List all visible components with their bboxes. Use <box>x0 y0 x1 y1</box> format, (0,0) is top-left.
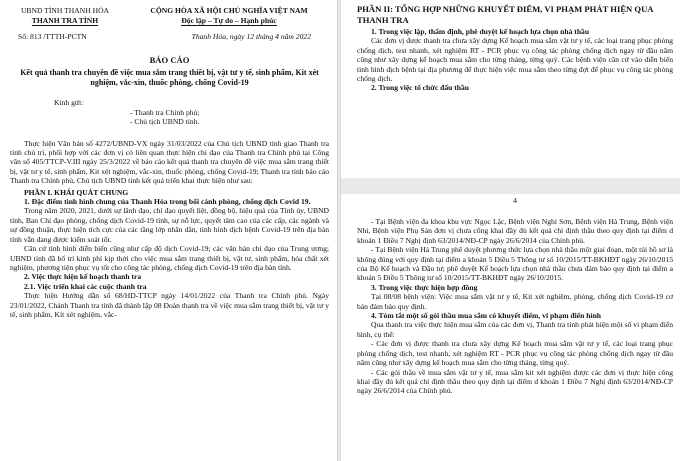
bullet-paragraph: - Các gói thầu về mua sắm vật tư y tế, mua sắm kit xét nghiệm được các đơn vị thực hiện công khai đầy đủ kết quả chỉ định thầu theo quy định tại điểm d khoản 1 Điều 7 Nghị định 63/2014/NĐ-CP ngày 26/6/2014 của Chính phủ. <box>357 367 673 396</box>
report-page-left <box>0 0 338 461</box>
part-2-heading: PHẦN II: TỔNG HỢP NHỮNG KHUYẾT ĐIỂM, VI PHẠM PHÁT HIỆN QUA THANH TRA <box>357 4 654 25</box>
national-title: CỘNG HÒA XÃ HỘI CHỦ NGHĨA VIỆT NAM <box>150 6 308 15</box>
page-break <box>341 178 680 194</box>
national-header <box>129 6 329 26</box>
kinh-gui-label: Kính gửi: <box>54 98 84 108</box>
bullet-paragraph: - Tại Bệnh viện Hà Trung phê duyệt phương thức lựa chọn nhà thầu một giai đoạn, một túi hồ sơ là không đúng với quy định tại điểm a khoản 5 Điều 5 Thông tư số 10/2015/TT-BKHĐT ngày 26/10/2015 của Bộ Kế hoạch và Đầu tư; phê duyệt Kế hoạch lựa chọn nhà thầu chưa đảm bảo quy định tại điểm a khoản 5 Điều 5 Thông tư số 10/2015/TT-BKHĐT ngày 26/10/2015. <box>357 245 673 283</box>
bullet-paragraph: - Tại Bệnh viện đa khoa khu vực Ngọc Lặc, Bệnh viện Nghi Sơn, Bệnh viện Hà Trung, Bệnh viện Nhi, Bệnh viện Phụ Sản đơn vị chưa công khai đầy đủ kết quả chỉ định thầu theo quy định tại điểm d khoản 1 Điều 7 Nghị định 63/2014/NĐ-CP ngày 26/6/2014 của Chính phủ. <box>357 217 673 245</box>
body-paragraph: Căn cứ tình hình diễn biến cũng như cấp độ dịch Covid-19; các văn bản chỉ đạo của Trung ương; UBND tỉnh đã bố trí kinh phí kịp thời cho việc mua sắm trang thiết bị, vật tư, sinh phẩm, hóa chất xét nghiệm, phương tiện phục vụ tốt cho công tác phòng, chống dịch Covid-19 trên địa bàn tỉnh. <box>10 244 329 272</box>
part-1-heading: PHẦN I. KHÁI QUÁT CHUNG <box>24 187 129 197</box>
page-3-fragment <box>341 0 680 178</box>
agency-parent: UBND TỈNH THANH HÓA <box>20 6 110 15</box>
document-date: Thanh Hóa, ngày 12 tháng 4 năm 2022 <box>191 32 311 41</box>
recipient-item: - Chủ tịch UBND tỉnh. <box>130 117 200 127</box>
section-2-heading: 2. Trong việc tổ chức đấu thầu <box>371 83 470 93</box>
section-1-heading: 1. Trong việc lập, thẩm định, phê duyệt kế hoạch lựa chọn nhà thầu <box>371 27 590 36</box>
section-1-heading: 1. Đặc điểm tình hình chung của Thanh Hóa trong bối cảnh phòng, chống dịch Covid 19. <box>24 197 311 207</box>
section-3-heading: 3. Trong việc thực hiện hợp đồng <box>371 282 478 292</box>
recipient-item: - Thanh tra Chính phủ; <box>130 107 200 117</box>
body-paragraph: Các đơn vị được thanh tra chưa xây dựng Kế hoạch mua sắm vật tư y tế, các loại trang phục phòng chống dịch, test nhanh, xét nghiệm RT - PCR phục vụ công tác phòng chống dịch ngay từ đầu năm cũng như xây dựng kế hoạch mua sắm cho từng tháng, từng quý. Các bệnh viện căn cứ vào diễn biến tình hình dịch bệnh tại địa phương để thực hiện việc mua sắm theo từng đợt để phục vụ công tác phòng chống dịch. <box>357 36 673 84</box>
section-4-heading: 4. Tóm tắt một số gói thầu mua sắm có khuyết điểm, vi phạm điển hình <box>371 311 602 321</box>
document-header <box>10 6 329 26</box>
page-number: 4 <box>513 196 517 205</box>
intro-paragraph: Thực hiện Văn bản số 4272/UBND-VX ngày 31/03/2022 của Chủ tịch UBND tỉnh giao Thanh tra tỉnh chủ trì, phối hợp với các đơn vị có liên quan thực hiện chỉ đạo của Thanh tra Chính phủ tại Công văn số 405/TTCP-V.III ngày 25/3/2022 về báo cáo kết quả thanh tra chuyên đề việc mua sắm trang thiết bị, vật tư y tế, sinh phẩm, Kit xét nghiệm, vắc-xin, thuốc phòng, chống Covid-19; Thanh tra tỉnh báo cáo Thanh tra Chính phủ, Chủ tịch UBND tỉnh kết quả triển khai thực hiện như sau: <box>10 138 329 186</box>
body-paragraph: Tại 08/08 bệnh viện: Việc mua sắm vật tư y tế, Kit xét nghiệm, phòng, chống dịch Covid-19 cơ bản đảm bảo quy định. <box>357 292 673 311</box>
agency-name: THANH TRA TỈNH <box>31 15 99 25</box>
report-page-right <box>340 0 680 461</box>
section-2-1-heading: 2.1. Việc triển khai các cuộc thanh tra <box>24 281 147 291</box>
national-motto: Độc lập – Tự do – Hạnh phúc <box>181 15 277 25</box>
issuing-agency <box>10 6 120 26</box>
body-paragraph: Qua thanh tra việc thực hiện mua sắm của các đơn vị, Thanh tra tỉnh phát hiện một số vi phạm điển hình, cụ thể: <box>357 320 673 339</box>
document-number: Số: 813 /TTTH-PCTN <box>18 32 87 41</box>
recipient-list <box>10 108 329 127</box>
body-paragraph: Trong năm 2020, 2021, dưới sự lãnh đạo, chỉ đạo quyết liệt, đồng bộ, hiệu quả của Tỉnh ủy, UBND tỉnh, Ban Chỉ đạo phòng, chống dịch Covid-19 tỉnh, sự nỗ lực, quyết tâm cao của các cấp, các ngành và sự đồng thuận, thực hiện tích cực của các tầng lớp nhân dân, tình hình dịch bệnh Covid-19 trên địa bàn tỉnh vẫn đang được kiểm soát tốt. <box>10 206 329 244</box>
bullet-paragraph: - Các đơn vị được thanh tra chưa xây dựng Kế hoạch mua sắm vật tư y tế, các loại trang phục phòng chống dịch, test nhanh, xét nghiệm RT - PCR phục vụ công tác phòng chống dịch ngay từ đầu năm cũng như xây dựng kế hoạch mua sắm cho từng tháng, từng quý. <box>357 339 673 368</box>
body-paragraph: Thực hiện Hướng dẫn số 68/HD-TTCP ngày 14/01/2022 của Thanh tra Chính phủ. Ngày 23/01/2022, Chánh Thanh tra tỉnh đã thành lập 08 Đoàn thanh tra về việc mua sắm trang thiết bị, vật tư y tế, sinh phẩm, Kit xét nghiệm, vắc- <box>10 291 329 319</box>
section-2-heading: 2. Việc thực hiện kế hoạch thanh tra <box>24 272 142 282</box>
page-4 <box>341 194 680 461</box>
report-subtitle: Kết quả thanh tra chuyên đề việc mua sắm trang thiết bị, vật tư y tế, sinh phẩm, Kit xét nghiệm, vắc-xin, thuốc phòng, chống Covid-19 <box>20 68 319 88</box>
report-title: BÁO CÁO <box>149 55 190 66</box>
